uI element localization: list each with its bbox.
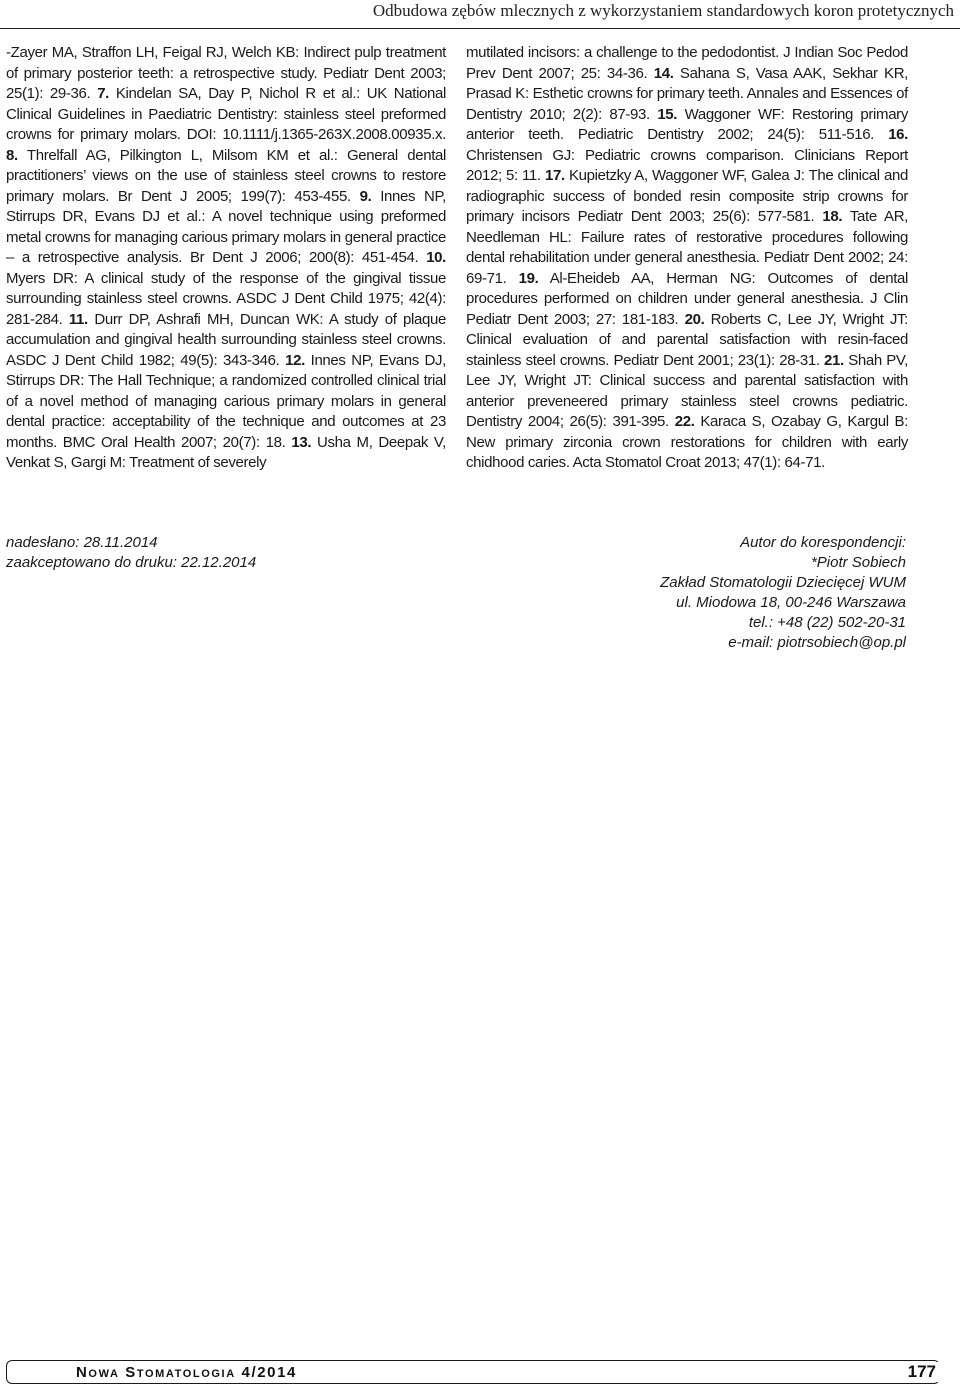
- reference-text: Kindelan SA, Day P, Nichol R et al.: UK National Clinical Guidelines in Paediatric Dentistry: stainless steel preformed crowns for primary molars. DOI: 10.1111/j.1365-263X.2008.00935.x.: [6, 85, 447, 143]
- reference-number: 18.: [822, 208, 843, 225]
- header-rule: [0, 28, 960, 29]
- reference-number: 15.: [657, 105, 678, 123]
- reference-number: 16.: [888, 126, 908, 143]
- reference-number: 13.: [291, 433, 312, 451]
- reference-number: 19.: [518, 269, 539, 287]
- reference-number: 12.: [285, 351, 305, 369]
- reference-text: mutilated incisors: a challenge to the pedodontist. J Indian Soc Pedod Prev Dent 2007; 25: 34-36.: [466, 44, 908, 82]
- reference-text: Myers DR: A clinical study of the response of the gingival tissue surrounding stainless steel crowns. ASDC J Dent Child 1975; 42(4): 281-284.: [6, 269, 446, 328]
- reference-text: Tate AR, Needleman HL: Failure rates of restorative procedures following dental rehabilitation under general anesthesia. Pediatr Dent 2002; 24: 69-71.: [466, 208, 908, 287]
- references-paragraph: [6, 43, 446, 474]
- correspondence-name: *Piotr Sobiech: [810, 554, 906, 571]
- correspondence-email: e-mail: piotrsobiech@op.pl: [728, 634, 906, 651]
- reference-text: Durr DP, Ashrafi MH, Duncan WK: A study of plaque accumulation and gingival health surrounding stainless steel crowns. ASDC J Dent Child 1982; 49(5): 343-346.: [6, 310, 446, 369]
- reference-text: Usha M, Deepak V, Venkat S, Gargi M: Treatment of severely: [6, 433, 446, 471]
- reference-number: 20.: [684, 310, 705, 328]
- submission-dates: [6, 533, 406, 573]
- page-number: 177: [904, 1362, 940, 1382]
- reference-text: -Zayer MA, Straffon LH, Feigal RJ, Welch KB: Indirect pulp treatment of primary posterior teeth: a retrospective study. Pediatr Dent 2003; 25(1): 29-36.: [6, 44, 446, 102]
- reference-text: Threlfall AG, Pilkington L, Milsom KM et al.: General dental practitioners’ views on the use of stainless steel crowns to restore primary molars. Br Dent J 2005; 199(7): 453-455.: [6, 146, 446, 205]
- references-paragraph: [466, 43, 908, 474]
- reference-number: 7.: [97, 85, 109, 102]
- reference-text: Christensen GJ: Pediatric crowns comparison. Clinicians Report 2012; 5: 11.: [466, 146, 908, 184]
- reference-number: 14.: [653, 64, 674, 82]
- received-date: nadesłano: 28.11.2014: [6, 534, 158, 551]
- correspondence-phone: tel.: +48 (22) 502-20-31: [748, 614, 906, 631]
- reference-number: 22.: [674, 413, 695, 430]
- references-left-column: [6, 43, 446, 474]
- reference-text: Al-Eheideb AA, Herman NG: Outcomes of dental procedures performed on children under general anesthesia. J Clin Pediatr Dent 2003; 27: 181-183.: [466, 269, 908, 328]
- reference-text: Kupietzky A, Waggoner WF, Galea J: The clinical and radiographic success of bonded resin composite strip crowns for primary incisors Pediatr Dent 2003; 25(6): 577-581.: [466, 167, 908, 225]
- reference-text: Sahana S, Vasa AAK, Sekhar KR, Prasad K: Esthetic crowns for primary teeth. Annales and Essences of Dentistry 2010; 2(2): 87-93.: [466, 64, 908, 123]
- reference-number: 10.: [426, 249, 446, 266]
- reference-text: Innes NP, Stirrups DR, Evans DJ et al.: A novel technique using preformed metal crowns for managing carious primary molars in general practice – a retrospective analysis. Br Dent J 2006; 200(8): 451-454.: [6, 187, 446, 266]
- correspondence-heading: Autor do korespondencji:: [740, 534, 906, 551]
- reference-text: Karaca S, Ozabay G, Kargul B: New primary zirconia crown restorations for children with early chidhood caries. Acta Stomatol Croat 2013; 47(1): 64-71.: [466, 413, 908, 471]
- reference-text: Innes NP, Evans DJ, Stirrups DR: The Hall Technique; a randomized controlled clinical trial of a novel method of managing carious primary molars in general dental practice: acceptability of the technique and outcomes at 23 months. BMC Oral Health 2007; 20(7): 18.: [6, 351, 446, 451]
- running-head: Odbudowa zębów mlecznych z wykorzystaniem standardowych koron protetycznych: [372, 1, 954, 20]
- reference-text: Roberts C, Lee JY, Wright JT: Clinical evaluation of and parental satisfaction with resin-faced stainless steel crowns. Pediatr Dent 2001; 23(1): 28-31.: [466, 310, 908, 369]
- correspondence-address: ul. Miodowa 18, 00-246 Warszawa: [676, 594, 906, 611]
- reference-text: Waggoner WF: Restoring primary anterior teeth. Pediatric Dentistry 2002; 24(5): 511-516.: [466, 105, 908, 143]
- reference-number: 21.: [824, 351, 844, 369]
- correspondence-institution: Zakład Stomatologii Dziecięcej WUM: [660, 574, 906, 591]
- reference-number: 11.: [68, 310, 88, 328]
- accepted-date: zaakceptowano do druku: 22.12.2014: [6, 554, 257, 571]
- reference-number: 8.: [6, 146, 18, 164]
- references-right-column: [466, 43, 908, 474]
- journal-name: Nowa Stomatologia 4/2014: [72, 1364, 301, 1381]
- correspondence-block: [486, 533, 906, 653]
- reference-text: Shah PV, Lee JY, Wright JT: Clinical success and parental satisfaction with anterior preveneered primary stainless steel crowns pediatric. Dentistry 2004; 26(5): 391-395.: [466, 351, 908, 430]
- reference-number: 9.: [359, 187, 372, 205]
- reference-number: 17.: [544, 167, 565, 184]
